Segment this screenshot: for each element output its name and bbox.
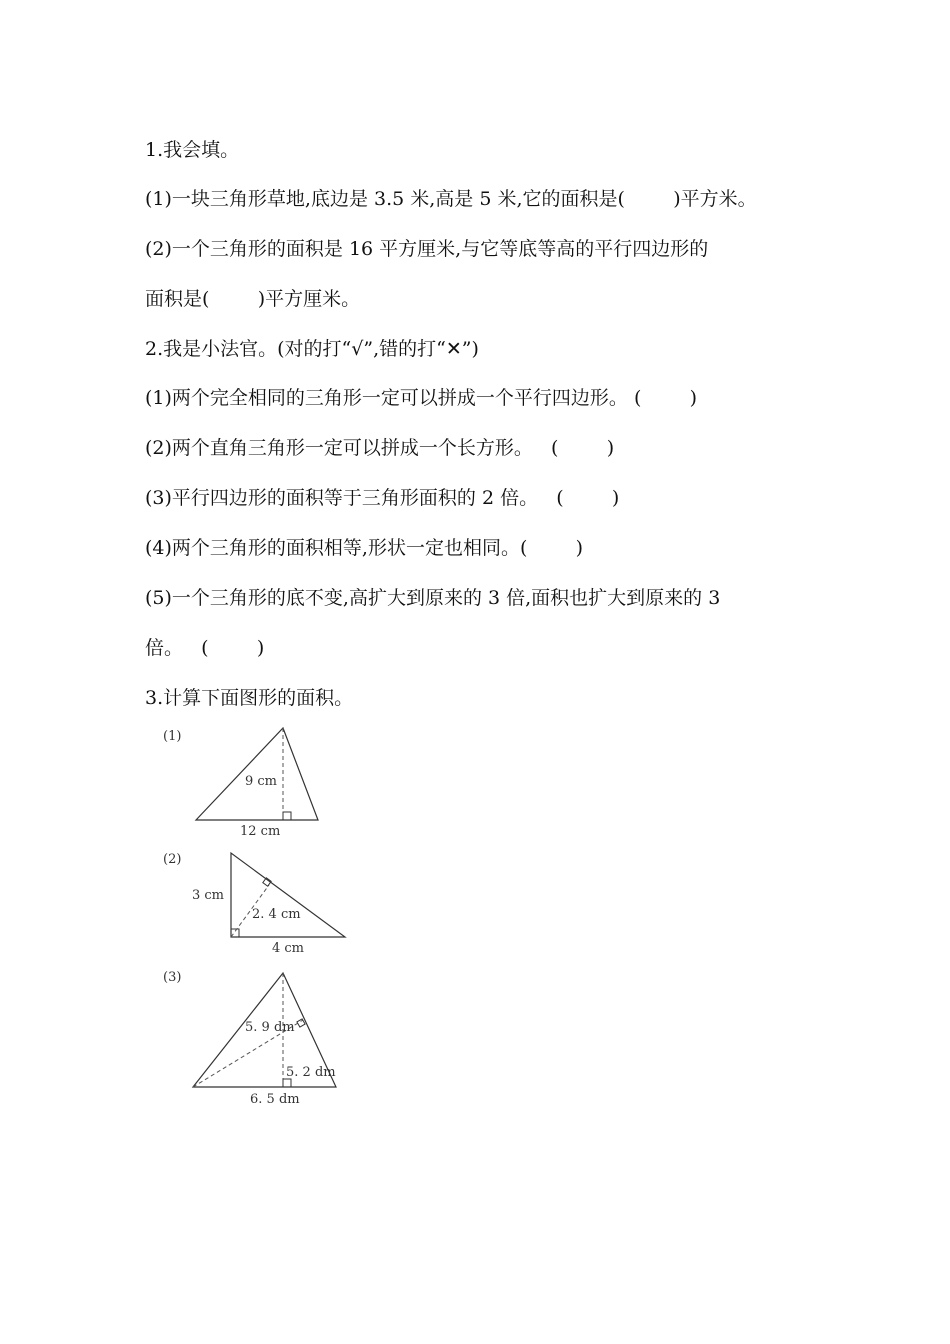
triangle-figure-2 bbox=[160, 845, 360, 957]
height-label-1: 9 cm bbox=[245, 774, 278, 789]
q3-title: 3.计算下面图形的面积。 bbox=[145, 687, 354, 709]
triangle-2 bbox=[231, 853, 345, 937]
side-label-3: 5. 9 dm bbox=[245, 1020, 295, 1035]
q2-item-5-cont: 倍。 ( ) bbox=[145, 637, 265, 659]
q2-item-5: (5)一个三角形的底不变,高扩大到原来的 3 倍,面积也扩大到原来的 3 bbox=[145, 587, 721, 609]
base-label-2: 4 cm bbox=[272, 941, 305, 956]
q1-title: 1.我会填。 bbox=[145, 139, 240, 161]
triangle-figure-3 bbox=[160, 963, 380, 1108]
right-angle-mark-1 bbox=[283, 812, 291, 820]
right-angle-mark-3 bbox=[283, 1079, 291, 1087]
q1-item-2-cont: 面积是( )平方厘米。 bbox=[145, 288, 361, 310]
triangle-figure-1 bbox=[160, 722, 360, 840]
right-angle-mark-3b bbox=[297, 1019, 305, 1027]
side-label-2: 3 cm bbox=[192, 888, 225, 903]
height-label-2: 2. 4 cm bbox=[252, 907, 301, 922]
q2-item-1: (1)两个完全相同的三角形一定可以拼成一个平行四边形。 ( ) bbox=[145, 387, 698, 409]
q2-title: 2.我是小法官。(对的打“√”,错的打“✕”) bbox=[145, 338, 479, 360]
base-label-1: 12 cm bbox=[240, 824, 281, 839]
q1-item-1: (1)一块三角形草地,底边是 3.5 米,高是 5 米,它的面积是( )平方米。 bbox=[145, 188, 757, 210]
figure-2-label: (2) bbox=[163, 852, 182, 867]
figure-3-label: (3) bbox=[163, 970, 182, 985]
base-label-3: 6. 5 dm bbox=[250, 1092, 300, 1107]
q2-item-2: (2)两个直角三角形一定可以拼成一个长方形。 ( ) bbox=[145, 437, 615, 459]
q2-item-4: (4)两个三角形的面积相等,形状一定也相同。( ) bbox=[145, 537, 584, 559]
q2-item-3: (3)平行四边形的面积等于三角形面积的 2 倍。 ( ) bbox=[145, 487, 620, 509]
height-label-3: 5. 2 dm bbox=[286, 1065, 336, 1080]
figure-1-label: (1) bbox=[163, 729, 182, 744]
q1-item-2: (2)一个三角形的面积是 16 平方厘米,与它等底等高的平行四边形的 bbox=[145, 238, 709, 260]
